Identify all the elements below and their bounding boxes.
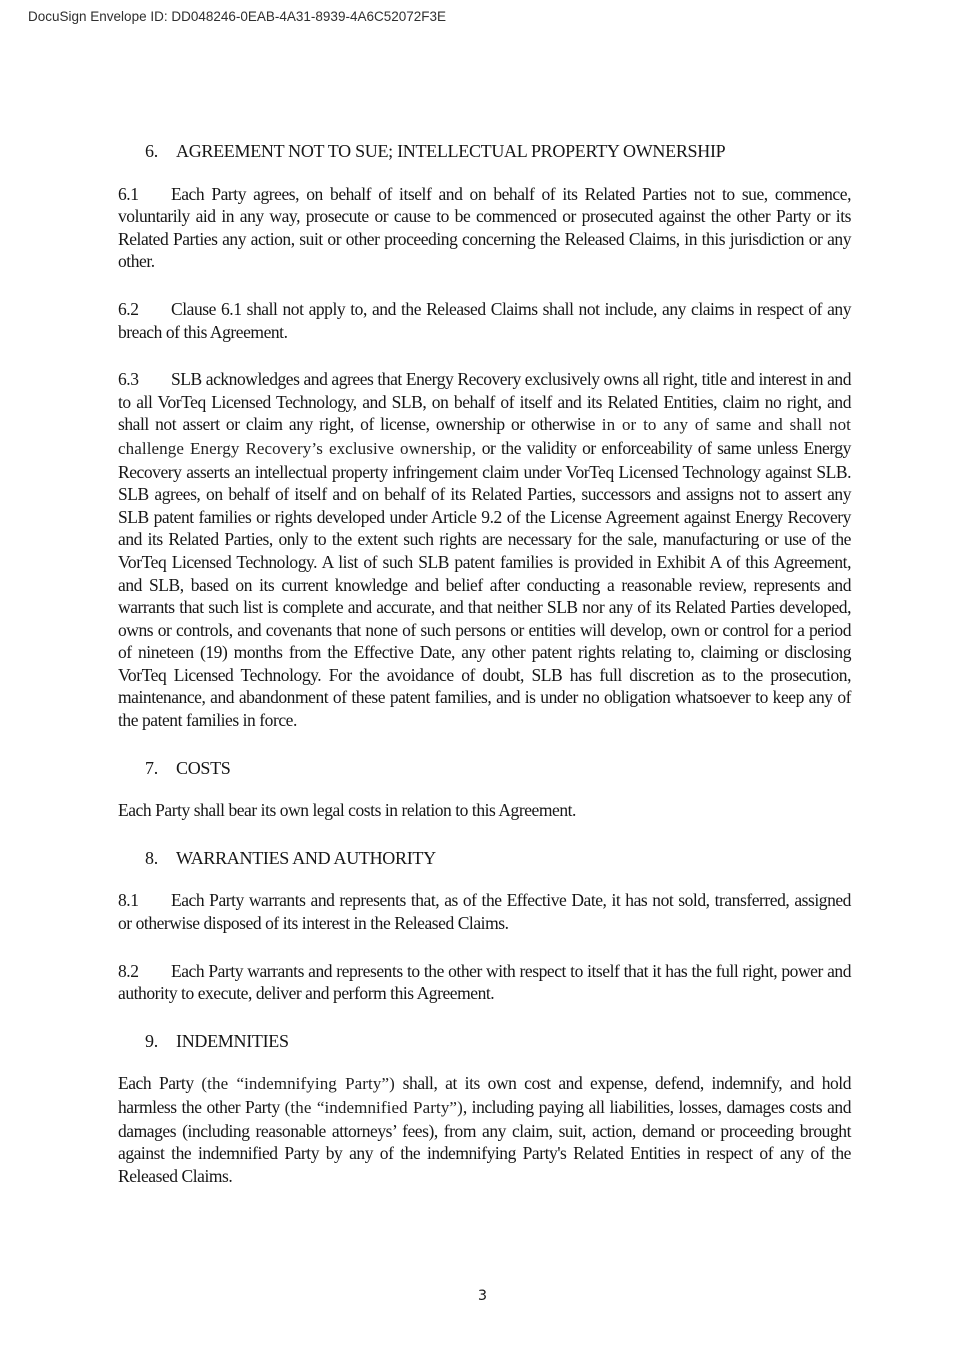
section-title: WARRANTIES AND AUTHORITY xyxy=(176,847,436,868)
section-number: 7. xyxy=(145,757,158,778)
section-title: COSTS xyxy=(176,757,231,778)
clause-text: shall, at its own cost and expense, defend, indemnify, and hold harmless the other Party xyxy=(118,1073,852,1117)
paragraph-9 xyxy=(118,1072,851,1187)
clause-text-inserted: (the “indemnifying Party”) xyxy=(201,1074,395,1094)
paragraph-7 xyxy=(118,799,851,822)
clause-text: Each Party warrants and represents that, as of the Effective Date, it has not sold, transferred, assigned or otherwise disposed of its interest in the Released Claims. xyxy=(118,890,851,934)
paragraph-6-3 xyxy=(118,368,851,732)
page-number: 3 xyxy=(477,1288,488,1304)
docusign-envelope-id: DocuSign Envelope ID: DD048246-0EAB-4A31-8939-4A6C52072F3E xyxy=(28,9,447,24)
section-number: 8. xyxy=(145,847,158,868)
section-heading-6 xyxy=(145,140,851,163)
section-heading-8 xyxy=(145,847,851,870)
clause-number: 6.1 xyxy=(118,183,139,204)
clause-text: Each Party warrants and represents to the other with respect to itself that it has the full right, power and authority to execute, deliver and perform this Agreement. xyxy=(118,960,851,1004)
clause-text: SLB acknowledges and agrees that Energy Recovery exclusively owns all right, title and interest in and to all VorTeq Licensed Technology, and SLB, on behalf of itself and its Related Entities, claim no right, and shall not assert or claim any right, of license, ownership or otherwise xyxy=(118,369,851,435)
paragraph-6-2 xyxy=(118,298,851,343)
clause-text-inserted: (the “indemnified Party”) xyxy=(284,1098,463,1117)
clause-text: or the validity or enforceability of same unless Energy Recovery asserts an intellectual property infringement claim under VorTeq Licensed Technology against SLB. SLB agrees, on behalf of itself and on behalf of its Related Parties, successors and assigns not to assert any SLB patent families or rights developed under Article 9.2 of the License Agreement against Energy Recovery and its Related Parties, only to the extent such rights are necessary for the sale, manufacturing or use of the VorTeq Licensed Technology. A list of such SLB patent families is provided in Exhibit A of this Agreement, and SLB, based on its current knowledge and belief after conducting a reasonable review, represents and warrants that such list is complete and accurate, and that neither SLB nor any of its Related Parties developed, owns or controls, and covenants that none of such persons or entities will develop, own or control for a period of nineteen (19) months from the Effective Date, any other patent rights relating to, claiming or disclosing VorTeq Licensed Technology. For the avoidance of doubt, SLB has full discretion as to the prosecution, maintenance, and abandonment of these patent families, and is under no obligation whatsoever to keep any of the patent families in force. xyxy=(118,437,851,731)
clause-text: Each Party xyxy=(118,1073,202,1094)
clause-number: 6.3 xyxy=(118,369,139,390)
paragraph-6-1 xyxy=(118,183,851,273)
section-heading-7 xyxy=(145,757,851,780)
clause-text: , including paying all liabilities, losses, damages costs and damages (including reasonable attorneys’ fees), from any claim, suit, action, demand or proceeding brought against the indemnified Party by any of the indemnifying Party's Related Entities in respect of any of the Released Claims. xyxy=(118,1097,851,1186)
clause-text: Clause 6.1 shall not apply to, and the Released Claims shall not include, any claims in respect of any breach of this Agreement. xyxy=(118,298,851,342)
clause-text-inserted: in or to any of same and shall not challenge Energy Recovery’s exclusive ownership, xyxy=(118,415,851,458)
section-number: 9. xyxy=(145,1030,158,1051)
clause-number: 6.2 xyxy=(118,298,139,319)
paragraph-8-1 xyxy=(118,889,851,934)
clause-text: Each Party agrees, on behalf of itself and on behalf of its Related Parties not to sue, commence, voluntarily aid in any way, prosecute or cause to be commenced or prosecuted against the other Party or its Related Parties any action, suit or other proceeding concerning the Released Claims, in this jurisdiction or any other. xyxy=(118,183,851,272)
section-heading-9 xyxy=(145,1030,851,1053)
paragraph-8-2 xyxy=(118,960,851,1005)
section-title: AGREEMENT NOT TO SUE; INTELLECTUAL PROPERTY OWNERSHIP xyxy=(176,141,726,161)
document-body xyxy=(118,140,851,1212)
section-title: INDEMNITIES xyxy=(176,1030,289,1051)
clause-number: 8.2 xyxy=(118,960,139,981)
clause-text: Each Party shall bear its own legal costs in relation to this Agreement. xyxy=(118,800,576,821)
clause-number: 8.1 xyxy=(118,890,139,911)
section-number: 6. xyxy=(145,141,158,161)
